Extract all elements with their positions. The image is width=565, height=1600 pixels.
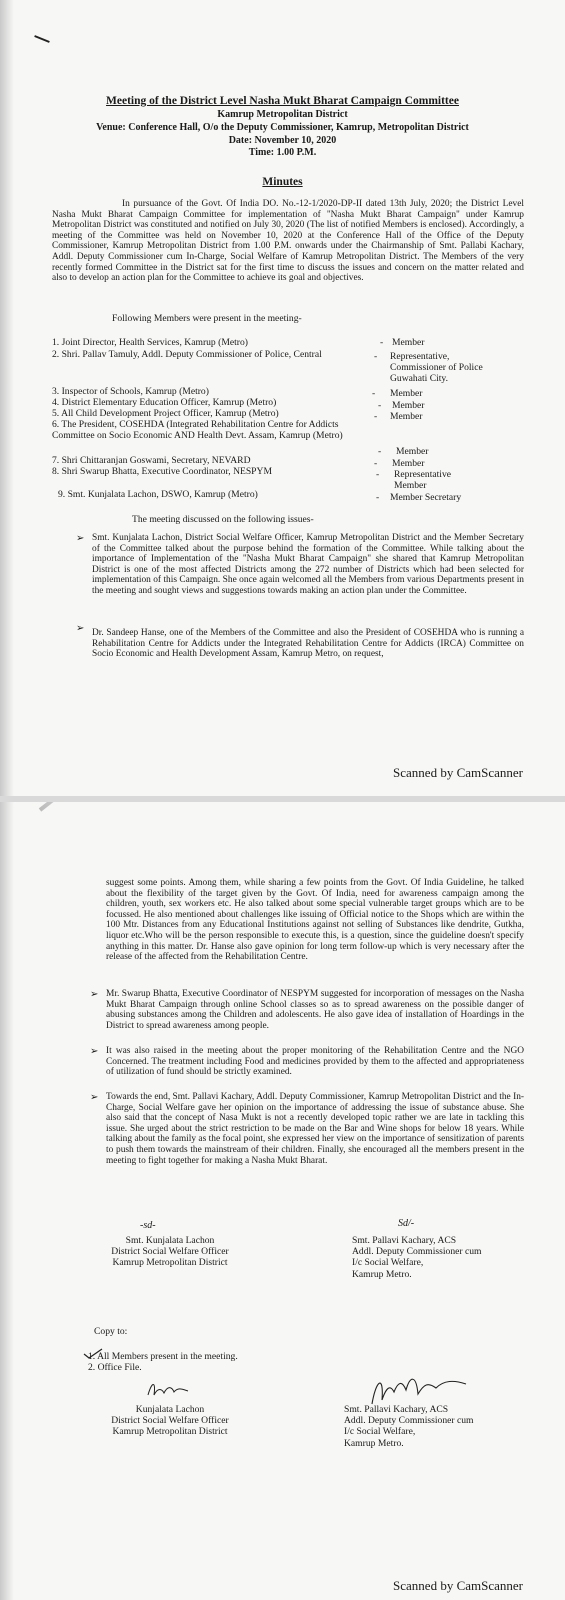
member-role: Member: [390, 388, 423, 399]
member-role: Representative, Commissioner of Police Guwahati City.: [390, 351, 483, 384]
signatory-block-left-2: [92, 1404, 248, 1438]
arrow-bullet-icon: ➢: [90, 1092, 99, 1103]
member-dash: -: [374, 458, 378, 469]
district-line: Kamrup Metropolitan District: [217, 109, 348, 120]
signatory-office: Kamrup Metropolitan District: [112, 1426, 228, 1438]
signatory-title: District Social Welfare Officer: [111, 1246, 229, 1258]
member-row: 5. All Child Development Project Officer, Kamrup (Metro): [52, 408, 279, 419]
member-role: Member: [390, 411, 423, 422]
member-row: 6. The President, COSEHDA (Integrated Rehabilitation Centre for Addicts Committee on Socio Economic AND Health Devt. Assam, Kamrup (Metro): [52, 419, 343, 441]
member-role: Member: [396, 446, 429, 457]
issue-paragraph: Towards the end, Smt. Pallavi Kachary, Addl. Deputy Commissioner, Kamrup Metropolitan District and the In-Charge, Social Welfare gave her opinion on the importance of addressing the issue of substance abuse. She also said that the concept of Nasa Mukt is not a recently developed topic rather we are late in tackling this issue. She urged about the strict restriction to be made on the Bar and Wine shops for below 18 years. While talking about the family as the focal point, she expressed her view on the importance of sensitization of parents to push them towards the mainstream of their children. Finally, she encouraged all the members present in the meeting to fight together for making a Nasha Mukt Bharat.: [106, 1092, 524, 1166]
issues-intro: The meeting discussed on the following issues-: [132, 514, 314, 525]
venue-line: Venue: Conference Hall, O/o the Deputy Commissioner, Kamrup, Metropolitan District: [96, 122, 469, 133]
member-row: 3. Inspector of Schools, Kamrup (Metro): [52, 386, 209, 397]
arrow-bullet-icon: ➢: [76, 533, 85, 544]
member-row: 9. Smt. Kunjalata Lachon, DSWO, Kamrup (Metro): [58, 489, 258, 500]
arrow-bullet-icon: ➢: [90, 989, 99, 1000]
signatory-name: Smt. Kunjalata Lachon: [125, 1235, 215, 1246]
document-title: Meeting of the District Level Nasha Mukt Bharat Campaign Committee: [106, 95, 459, 107]
signatory-block-right-2: [344, 1404, 474, 1449]
scan-shadow: [0, 802, 14, 1600]
minutes-heading: Minutes: [262, 176, 303, 188]
pen-mark: [34, 35, 50, 43]
arrow-bullet-icon: ➢: [90, 1046, 99, 1057]
member-dash: -: [376, 469, 380, 480]
handwritten-signature-left: [144, 1377, 194, 1403]
member-row: 1. Joint Director, Health Services, Kamrup (Metro): [52, 337, 248, 348]
intro-paragraph: In pursuance of the Govt. Of India DO. No.-12-1/2020-DP-II dated 13th July, 2020; the District Level Nasha Mukt Bharat Campaign Committee for implementation of "Nasha Mukt Bharat Campaign" under Kamrup Metropolitan District was constituted and notified on July 30, 2020 (The list of notified Members is enclosed). Accordingly, a meeting of the Committee was held on November 10, 2020 at the Conference Hall of the Office of the Deputy Commissioner, Kamrup Metropolitan District from 1.00 P.M. onwards under the Chairmanship of Smt. Pallabi Kachary, Addl. Deputy Commissioner cum In-Charge, Social Welfare of Kamrup Metropolitan District. The Members of the very recently formed Committee in the District sat for the first time to discuss the issues and concern on the matter related and also to develop an action plan for the Committee to achieve its goal and objectives.: [52, 199, 524, 284]
member-row: 8. Shri Swarup Bhatta, Executive Coordinator, NESPYM: [52, 466, 272, 477]
member-role: Member Secretary: [390, 492, 462, 503]
member-role: Member: [392, 400, 425, 411]
continuation-paragraph: suggest some points. Among them, while sharing a few points from the Govt. Of India Guideline, he talked about the flexibility of the target given by the Govt. Of India, need for awareness campaign among the children, youth, sex workers etc. He also talked about some special vulnerable target groups which are to be focussed. He also mentioned about challenges like issuing of Official notice to the Shops which are within the 100 Mtr. Distances from any Educational Institutions against not selling of Substances like dendrite, Gutkha, liquor etc.Who will be the person responsible to execute this, is a question, since the guideline doesn't specify anything in this matter. Dr. Hanse also gave opinion for long term follow-up which is very necessary after the release of the affected from the Rehabilitation Centre.: [106, 878, 524, 963]
signed-marker-left: -sd-: [140, 1220, 156, 1231]
signatory-block-right: [352, 1235, 482, 1280]
signatory-name: Smt. Pallavi Kachary, ACS: [344, 1404, 449, 1415]
signed-marker-right: Sd/-: [398, 1218, 415, 1229]
date-line: Date: November 10, 2020: [228, 135, 337, 146]
member-dash: -: [372, 388, 376, 399]
signatory-name: Kunjalata Lachon: [135, 1404, 205, 1415]
document-page-1: [0, 0, 565, 796]
member-dash: -: [374, 411, 378, 422]
signatory-name: Smt. Pallavi Kachary, ACS: [352, 1235, 457, 1246]
member-dash: -: [380, 337, 384, 348]
issue-paragraph: Dr. Sandeep Hanse, one of the Members of the Committee and also the President of COSEHDA who is running a Rehabilitation Centre for Addicts under the Integrated Rehabilitation Centre for Addicts (IRCA) Committee on Socio Economic and Health Development Assam, Kamrup Metro, on request,: [92, 628, 524, 660]
member-row: 7. Shri Chittaranjan Goswami, Secretary, NEVARD: [52, 455, 251, 466]
copy-item: 1. All Members present in the meeting.: [88, 1351, 238, 1362]
arrow-bullet-icon: ➢: [76, 623, 85, 634]
tick-mark-icon: [82, 1348, 104, 1360]
signatory-office: Kamrup Metro.: [344, 1437, 404, 1449]
scanner-footer: Scanned by CamScanner: [393, 765, 523, 780]
member-dash: -: [378, 400, 382, 411]
copy-list: [88, 1351, 238, 1373]
signatory-title: Addl. Deputy Commissioner cum: [352, 1246, 482, 1258]
issue-paragraph: Mr. Swarup Bhatta, Executive Coordinator of NESPYM suggested for incorporation of messages on the Nasha Mukt Bharat Campaign through online School classes so as to spread awareness on the possible danger of abusing substances among the Children and adolescents. He also gave idea of installation of Hoardings in the District to spread awareness among people.: [106, 989, 524, 1031]
member-dash: -: [374, 351, 378, 362]
copy-to-label: Copy to:: [94, 1326, 128, 1337]
paper-fold-mark: [39, 802, 89, 812]
member-role: Representative Member: [394, 469, 452, 491]
member-dash: -: [376, 492, 380, 503]
member-role: Member: [392, 337, 425, 348]
scan-shadow: [0, 0, 14, 796]
member-row: 2. Shri. Pallav Tamuly, Addl. Deputy Commissioner of Police, Central: [52, 349, 322, 360]
issue-paragraph: It was also raised in the meeting about the proper monitoring of the Rehabilitation Centre and the NGO Concerned. The treatment including Food and medicines provided by them to the affected and appropriateness of utilization of fund should be strictly examined.: [106, 1046, 524, 1078]
member-dash: -: [378, 446, 382, 457]
copy-item: 2. Office File.: [88, 1362, 142, 1374]
member-row: 4. District Elementary Education Officer, Kamrup (Metro): [52, 397, 277, 408]
scanner-footer: Scanned by CamScanner: [393, 1578, 523, 1593]
time-line: Time: 1.00 P.M.: [248, 147, 317, 158]
issue-paragraph: Smt. Kunjalata Lachon, District Social Welfare Officer, Kamrup Metropolitan District and the Member Secretary of the Committee talked about the purpose behind the formation of the Committee. While talking about the importance of Implementation of the "Nasha Mukt Bharat Campaign" she shared that Kamrup Metropolitan District is one of the most affected Districts among the 272 number of Districts which had been selected for implementation of this Campaign. She once again welcomed all the Members from various Departments present in the meeting and sought views and suggestions towards making an action plan under the Committee.: [92, 533, 524, 596]
signatory-title: I/c Social Welfare,: [344, 1426, 416, 1438]
member-role: Member: [392, 458, 425, 469]
signatory-title: District Social Welfare Officer: [111, 1415, 229, 1427]
document-page-2: [0, 802, 565, 1600]
signatory-title: Addl. Deputy Commissioner cum: [344, 1415, 474, 1427]
members-intro: Following Members were present in the meeting-: [112, 313, 302, 324]
signatory-title: I/c Social Welfare,: [352, 1257, 424, 1269]
signatory-office: Kamrup Metro.: [352, 1268, 412, 1280]
signatory-block-left: [92, 1235, 248, 1269]
signatory-office: Kamrup Metropolitan District: [112, 1257, 228, 1269]
